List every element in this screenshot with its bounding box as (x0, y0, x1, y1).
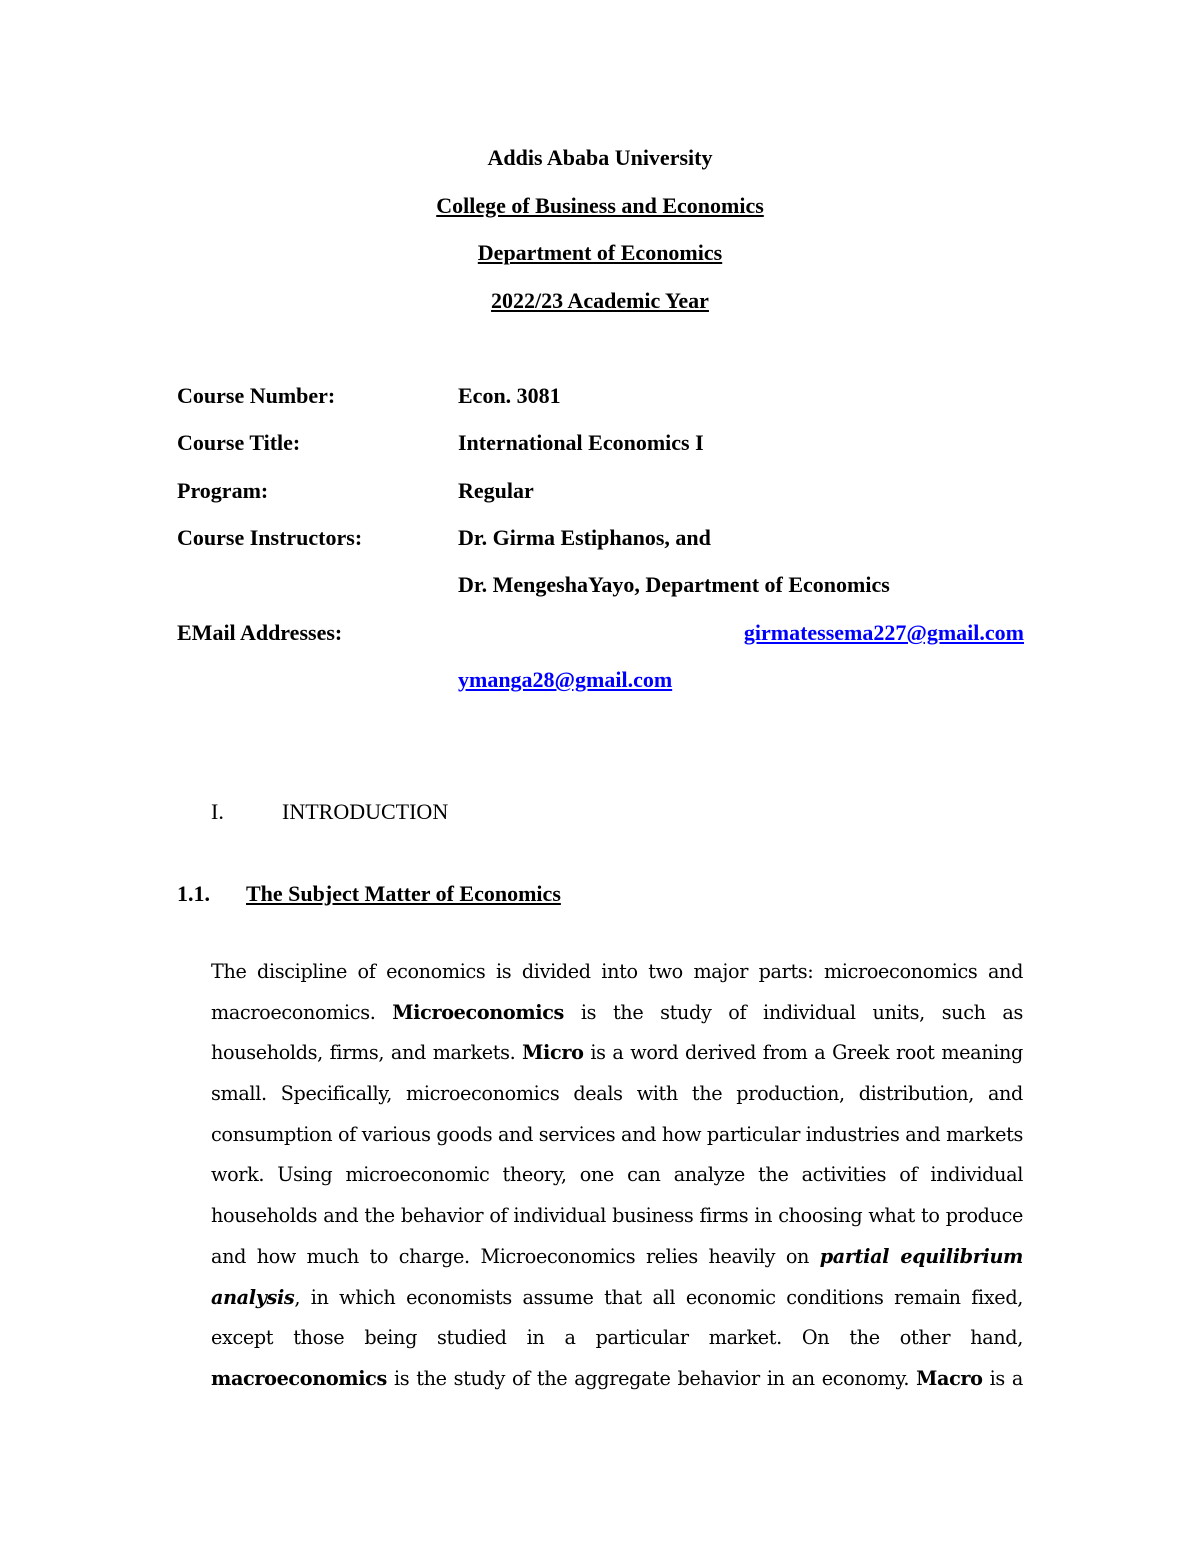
term-micro: Micro (522, 1041, 584, 1065)
paragraph-text: households and the behavior of individual business firms in choosing what to produce (211, 1204, 1023, 1228)
paragraph-text: The discipline of economics is divided into two major parts: microeconomics and (211, 960, 1023, 983)
paragraph-line (211, 1033, 1023, 1074)
paragraph-text: households, firms, and markets. (211, 1041, 516, 1065)
section-number: I. (211, 799, 224, 824)
term-macro: Macro (916, 1366, 983, 1390)
email-link-mengesha[interactable]: ymanga28@gmail.com (458, 667, 673, 692)
paragraph-line (211, 1278, 1023, 1319)
paragraph-text: is a word derived from a Greek root meaning (590, 1041, 1023, 1065)
paragraph-line (211, 1115, 1023, 1156)
paragraph-line (211, 1196, 1023, 1237)
department-name-text: Department of Economics (477, 240, 723, 265)
course-number-label: Course Number: (177, 383, 336, 408)
paragraph-line (211, 1237, 1023, 1278)
college-name (0, 191, 1200, 221)
program-label: Program: (177, 478, 269, 503)
term-analysis: analysis (211, 1285, 295, 1309)
paragraph-line (211, 1155, 1023, 1196)
college-name-text: College of Business and Economics (436, 193, 764, 218)
paragraph-text: is a (989, 1366, 1024, 1390)
university-name: Addis Ababa University (487, 145, 713, 170)
term-macroeconomics: macroeconomics (211, 1366, 387, 1390)
paragraph-line (211, 1074, 1023, 1115)
department-name (0, 238, 1200, 268)
subsection-title: The Subject Matter of Economics (246, 881, 561, 906)
paragraph-text: work. Using microeconomic theory, one can analyze the activities of individual (211, 1163, 1023, 1187)
section-title: INTRODUCTION (282, 799, 449, 824)
paragraph-text: and how much to charge. Microeconomics relies heavily on (211, 1244, 810, 1268)
paragraph-line (211, 1359, 1023, 1400)
email-label: EMail Addresses: (177, 620, 343, 645)
paragraph-line (211, 1318, 1023, 1359)
paragraph-line (211, 993, 1023, 1034)
course-title-label: Course Title: (177, 430, 301, 455)
term-microeconomics: Microeconomics (392, 1000, 565, 1024)
body-paragraph (211, 952, 1023, 1400)
subsection-number: 1.1. (177, 881, 210, 906)
course-title-value: International Economics I (458, 430, 704, 455)
paragraph-text: is the study of the aggregate behavior in an economy. (393, 1366, 910, 1390)
instructors-label: Course Instructors: (177, 525, 363, 550)
paragraph-text: is the study of individual units, such as (580, 1000, 1024, 1024)
academic-year-text: 2022/23 Academic Year (491, 288, 709, 313)
paragraph-text: consumption of various goods and services and how particular industries and markets (211, 1122, 1023, 1146)
academic-year (0, 286, 1200, 316)
paragraph-line (211, 952, 1023, 993)
paragraph-text: small. Specifically, microeconomics deals with the production, distribution, and (211, 1082, 1023, 1106)
instructor-2: Dr. MengeshaYayo, Department of Economics (458, 572, 890, 597)
term-partial-equilibrium: partial equilibrium (819, 1244, 1024, 1268)
email-link-girma[interactable]: girmatessema227@gmail.com (743, 620, 1024, 645)
instructor-1: Dr. Girma Estiphanos, and (458, 525, 711, 550)
paragraph-text: except those being studied in a particular market. On the other hand, (211, 1326, 1023, 1350)
program-value: Regular (458, 478, 534, 503)
paragraph-text: , in which economists assume that all economic conditions remain fixed, (294, 1285, 1023, 1309)
course-number-value: Econ. 3081 (458, 383, 561, 408)
paragraph-text: macroeconomics. (211, 1000, 376, 1024)
